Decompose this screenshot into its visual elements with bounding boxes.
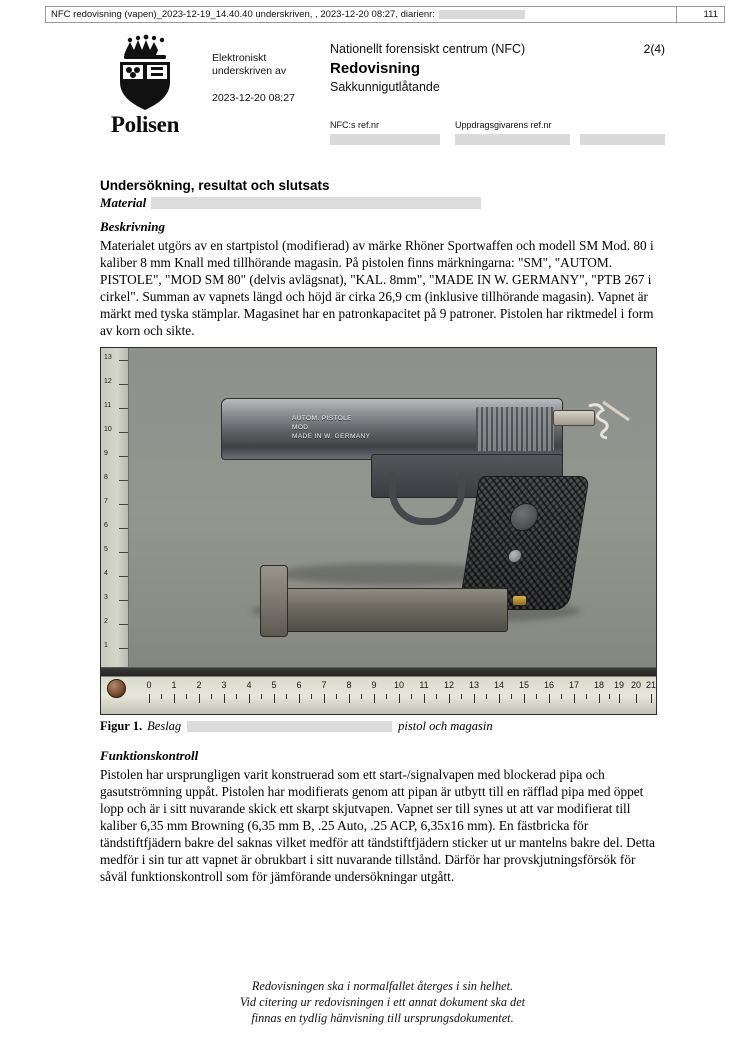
description-paragraph: Materialet utgörs av en startpistol (modifierad) av märke Rhöner Sportwaffen och modell SM Mod. 80 i kaliber 8 mm Knall med tillhörande magasin. På pistolen finns märkningarna: "SM", "AUTOM. PISTOLE", "MOD SM 80" (delvis avlägsnat), "KAL. 8mm", "MADE IN W. GERMANY", "PTB 267 i cirkel". Summan av vapnets längd och höjd är cirka 26,9 cm (inklusive tillhörande magasin). Vapnet är märkt med tyska stämplar. Magasinet har en patronkapacitet på 9 patroner. Pistolen har riktmedel i form av korn och sikte. [100,238,654,339]
horizontal-ruler [101,667,656,714]
ref-label-own: NFC:s ref.nr [330,120,380,130]
ruler-tick-label: 5 [104,546,108,554]
ruler-tick-label: 13 [104,354,112,362]
ruler-tick-label: 0 [146,680,152,691]
ruler-tick-label: 6 [296,680,302,691]
page-number: 2(4) [643,42,665,56]
letterhead [100,34,665,154]
ruler-tick-label: 3 [221,680,227,691]
ruler-tick-label: 4 [104,570,108,578]
ruler-tick-label: 13 [468,680,480,691]
swedish-police-crest-icon [100,34,190,110]
trigger-guard [389,472,465,525]
polisen-wordmark: Polisen [110,112,180,137]
redaction-block [151,197,481,209]
ruler-tick-label: 15 [518,680,530,691]
redaction-block [330,134,440,145]
document-page [0,28,737,1046]
ruler-tick-label: 1 [104,642,108,650]
redaction-block [580,134,665,145]
ruler-tick-label: 2 [196,680,202,691]
magazine-catch [513,596,526,605]
footer-line-1: Redovisningen ska i normalfallet återges i sin helhet. [251,979,514,993]
ruler-tick-label: 19 [613,680,625,691]
ref-label-client: Uppdragsgivarens ref.nr [455,120,552,130]
figure-1 [100,347,657,734]
vertical-ruler [101,348,129,714]
ruler-tick-label: 20 [630,680,642,691]
ruler-tick-label: 1 [171,680,177,691]
figure-caption-lead: Beslag [147,719,182,734]
document-status-text: NFC redovisning (vapen)_2023-12-19_14.40.40 underskriven, , 2023-12-20 08:27, diarienr: [51,9,435,20]
pistol-slide [221,398,563,460]
ruler-tick-label: 11 [419,680,429,691]
ruler-tick-label: 18 [593,680,605,691]
police-crest-block [100,34,190,138]
footer-line-3: finnas en tydlig hänvisning till ursprungsdokumentet. [251,1011,514,1026]
function-check-paragraph: Pistolen har ursprungligen varit konstruerad som ett start-/signalvapen med blockerad pipa och gasutströmning uppåt. Pistolen har modifierats genom att pipan är utbytt till en räfflad pipa med öppet lopp och är i sitt nuvarande skick ett skarpt skjutvapen. Vapnet ser till synes ut att var modifierat till kaliber 6,35 mm Browning (6,35 mm B, .25 Auto, .25 ACP, 6,35x16 mm). En fästbricka för tändstiftfjädern bakre del saknas vilket medför att tändstiftfjädern sticker ut ur mantelns bakre del. Detta medför i sin tur att vapnet är obrukbart i sitt nuvarande tillstånd. Därför har provskjutningsförsök för såväl funktionskontroll som för jämförande undersökningar utgått. [100,767,655,885]
electronic-signature-block [212,52,317,105]
ruler-tick-label: 21 [645,680,657,691]
magazine-base-plate [260,565,288,637]
main-content [100,178,665,891]
material-label: Material [100,195,147,210]
ruler-tick-label: 17 [568,680,580,691]
document-subtype: Sakkunnigutlåtande [330,80,440,94]
footer-line-2: Vid citering ur redovisningen i ett annat dokument ska det [239,995,526,1010]
document-status-bar [45,6,725,23]
slide-serrations [476,407,554,451]
pistol-and-magazine-photo [100,347,657,715]
ruler-tick-label: 9 [371,680,377,691]
ruler-tick-label: 9 [104,450,108,458]
slide-markings: AUTOM. PISTOLE MOD MADE IN W. GERMANY [292,415,371,440]
heading-description: Beskrivning [100,219,166,234]
ruler-tick-label: 8 [346,680,352,691]
ruler-tick-label: 7 [104,498,108,506]
document-footer [100,978,665,1027]
ruler-tick-label: 16 [543,680,555,691]
ruler-tick-label: 10 [393,680,405,691]
esign-date: 2023-12-20 08:27 [212,92,295,105]
ruler-tick-label: 4 [246,680,252,691]
ruler-tick-label: 14 [493,680,505,691]
figure-caption-tail: pistol och magasin [398,719,493,734]
corkscrew-marker-icon [587,400,633,440]
grip-medallion [508,503,540,531]
ruler-tick-label: 7 [321,680,327,691]
ruler-knob [107,679,126,698]
ruler-tick-label: 6 [104,522,108,530]
ruler-tick-label: 10 [104,426,112,434]
ruler-tick-label: 5 [271,680,277,691]
magazine [281,588,508,632]
heading-function-check: Funktionskontroll [100,748,199,764]
page-indicator: 111 [676,7,724,22]
ruler-tick-label: 12 [104,378,112,386]
header-titles [330,42,665,94]
material-line [100,195,665,211]
section-title: Undersökning, resultat och slutsats [100,178,330,193]
ruler-tick-label: 11 [104,402,112,410]
grip-screw [507,549,523,563]
ruler-tick-label: 2 [104,618,108,626]
figure-label: Figur 1. [100,719,143,734]
ruler-tick-label: 3 [104,594,108,602]
ruler-tick-label: 8 [104,474,108,482]
organisation-name: Nationellt forensiskt centrum (NFC) [330,42,526,56]
document-type-title: Redovisning [330,60,421,77]
ruler-tick-label: 12 [443,680,455,691]
esign-label: Elektroniskt underskriven av [212,52,287,78]
redaction-block [187,721,392,732]
redaction-block [439,10,525,19]
redaction-block [455,134,570,145]
figure-caption [100,719,657,734]
pistol-illustration [221,398,641,613]
